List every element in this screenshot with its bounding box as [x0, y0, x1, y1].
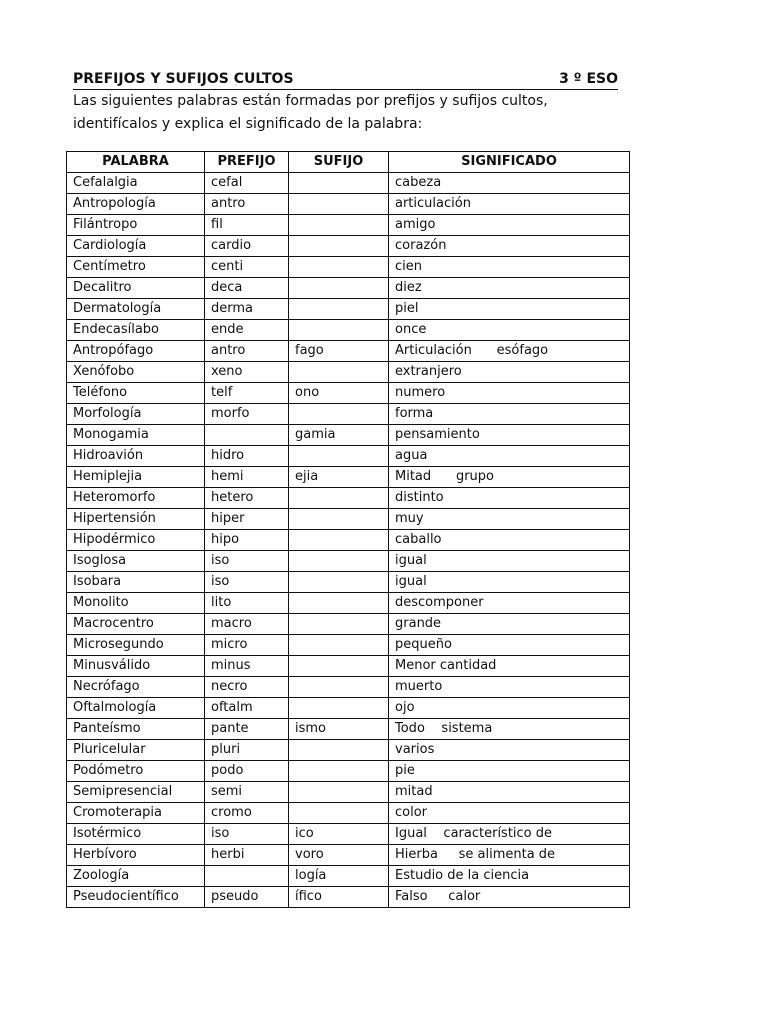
palabra-cell: Panteísmo: [67, 719, 205, 740]
sufijo-cell: [289, 278, 389, 299]
table-row: [67, 740, 630, 761]
sufijo-cell: [289, 677, 389, 698]
sufijo-cell: ífico: [289, 887, 389, 908]
sufijo-cell: [289, 551, 389, 572]
significado-cell: caballo: [389, 530, 630, 551]
prefijo-cell: minus: [205, 656, 289, 677]
palabra-cell: Antropología: [67, 194, 205, 215]
significado-cell: igual: [389, 572, 630, 593]
palabra-cell: Microsegundo: [67, 635, 205, 656]
instructions-line-2: identifícalos y explica el significado de la palabra:: [73, 116, 423, 132]
table-row: [67, 803, 630, 824]
sufijo-cell: gamia: [289, 425, 389, 446]
significado-cell: descomponer: [389, 593, 630, 614]
palabra-cell: Hipodérmico: [67, 530, 205, 551]
significado-cell: numero: [389, 383, 630, 404]
table-row: [67, 509, 630, 530]
prefijo-cell: lito: [205, 593, 289, 614]
significado-cell: grande: [389, 614, 630, 635]
prefijo-cell: cromo: [205, 803, 289, 824]
prefijo-cell: morfo: [205, 404, 289, 425]
prefijo-cell: oftalm: [205, 698, 289, 719]
palabra-cell: Isobara: [67, 572, 205, 593]
sufijo-cell: [289, 530, 389, 551]
prefijo-cell: antro: [205, 341, 289, 362]
significado-cell: varios: [389, 740, 630, 761]
palabra-cell: Isoglosa: [67, 551, 205, 572]
significado-cell: ojo: [389, 698, 630, 719]
significado-cell: muy: [389, 509, 630, 530]
instructions-line-1: Las siguientes palabras están formadas por prefijos y sufijos cultos,: [73, 93, 548, 109]
table-row: [67, 719, 630, 740]
instructions: [73, 90, 633, 136]
column-header-significado: SIGNIFICADO: [389, 152, 630, 173]
table-row: [67, 320, 630, 341]
palabra-cell: Endecasílabo: [67, 320, 205, 341]
palabra-cell: Pluricelular: [67, 740, 205, 761]
significado-cell: Estudio de la ciencia: [389, 866, 630, 887]
palabra-cell: Herbívoro: [67, 845, 205, 866]
significado-cell: Hierba se alimenta de: [389, 845, 630, 866]
palabra-cell: Centímetro: [67, 257, 205, 278]
sufijo-cell: [289, 572, 389, 593]
palabra-cell: Isotérmico: [67, 824, 205, 845]
prefijo-cell: [205, 866, 289, 887]
sufijo-cell: [289, 320, 389, 341]
significado-cell: amigo: [389, 215, 630, 236]
palabra-cell: Podómetro: [67, 761, 205, 782]
table-row: [67, 278, 630, 299]
prefijo-cell: pluri: [205, 740, 289, 761]
sufijo-cell: [289, 215, 389, 236]
table-row: [67, 656, 630, 677]
palabra-cell: Dermatología: [67, 299, 205, 320]
prefijo-cell: podo: [205, 761, 289, 782]
palabra-cell: Pseudocientífico: [67, 887, 205, 908]
prefijo-cell: hemi: [205, 467, 289, 488]
prefijo-cell: hidro: [205, 446, 289, 467]
sufijo-cell: ejia: [289, 467, 389, 488]
table-row: [67, 635, 630, 656]
sufijo-cell: [289, 782, 389, 803]
sufijo-cell: [289, 740, 389, 761]
sufijo-cell: [289, 362, 389, 383]
prefijo-cell: herbi: [205, 845, 289, 866]
palabra-cell: Heteromorfo: [67, 488, 205, 509]
sufijo-cell: [289, 257, 389, 278]
palabra-cell: Monolito: [67, 593, 205, 614]
palabra-cell: Necrófago: [67, 677, 205, 698]
table-header-row: [67, 152, 630, 173]
prefijo-cell: derma: [205, 299, 289, 320]
table-row: [67, 782, 630, 803]
sufijo-cell: logía: [289, 866, 389, 887]
sufijo-cell: voro: [289, 845, 389, 866]
prefijo-cell: ende: [205, 320, 289, 341]
palabra-cell: Oftalmología: [67, 698, 205, 719]
sufijo-cell: ismo: [289, 719, 389, 740]
table-row: [67, 215, 630, 236]
prefijo-cell: macro: [205, 614, 289, 635]
prefijo-cell: iso: [205, 551, 289, 572]
sufijo-cell: [289, 803, 389, 824]
significado-cell: once: [389, 320, 630, 341]
sufijo-cell: [289, 614, 389, 635]
significado-cell: agua: [389, 446, 630, 467]
prefijo-cell: cefal: [205, 173, 289, 194]
palabra-cell: Macrocentro: [67, 614, 205, 635]
significado-cell: corazón: [389, 236, 630, 257]
prefijo-cell: hipo: [205, 530, 289, 551]
palabra-cell: Semipresencial: [67, 782, 205, 803]
sufijo-cell: ono: [289, 383, 389, 404]
table-row: [67, 173, 630, 194]
table-row: [67, 194, 630, 215]
palabra-cell: Hipertensión: [67, 509, 205, 530]
table-row: [67, 845, 630, 866]
table-body: [67, 173, 630, 908]
document-heading: [73, 70, 618, 90]
table-row: [67, 362, 630, 383]
sufijo-cell: [289, 509, 389, 530]
table-row: [67, 467, 630, 488]
table-row: [67, 404, 630, 425]
significado-cell: muerto: [389, 677, 630, 698]
significado-cell: cien: [389, 257, 630, 278]
palabra-cell: Cefalalgia: [67, 173, 205, 194]
sufijo-cell: [289, 446, 389, 467]
sufijo-cell: [289, 194, 389, 215]
sufijo-cell: [289, 656, 389, 677]
prefijo-cell: centi: [205, 257, 289, 278]
table-row: [67, 530, 630, 551]
palabra-cell: Zoología: [67, 866, 205, 887]
table-row: [67, 425, 630, 446]
palabra-cell: Morfología: [67, 404, 205, 425]
table-row: [67, 677, 630, 698]
prefijo-cell: semi: [205, 782, 289, 803]
prefijo-cell: antro: [205, 194, 289, 215]
column-header-palabra: PALABRA: [67, 152, 205, 173]
significado-cell: mitad: [389, 782, 630, 803]
table-row: [67, 887, 630, 908]
palabra-cell: Xenófobo: [67, 362, 205, 383]
prefijo-cell: deca: [205, 278, 289, 299]
document-title: PREFIJOS Y SUFIJOS CULTOS: [73, 71, 294, 87]
significado-cell: articulación: [389, 194, 630, 215]
table-row: [67, 824, 630, 845]
sufijo-cell: [289, 173, 389, 194]
column-header-sufijo: SUFIJO: [289, 152, 389, 173]
sufijo-cell: fago: [289, 341, 389, 362]
prefijo-cell: hetero: [205, 488, 289, 509]
palabra-cell: Teléfono: [67, 383, 205, 404]
significado-cell: extranjero: [389, 362, 630, 383]
prefijo-cell: [205, 425, 289, 446]
prefijo-cell: micro: [205, 635, 289, 656]
table-row: [67, 236, 630, 257]
prefijo-cell: hiper: [205, 509, 289, 530]
significado-cell: forma: [389, 404, 630, 425]
table-row: [67, 866, 630, 887]
significado-cell: igual: [389, 551, 630, 572]
palabra-cell: Monogamia: [67, 425, 205, 446]
significado-cell: pequeño: [389, 635, 630, 656]
table-row: [67, 299, 630, 320]
palabra-cell: Antropófago: [67, 341, 205, 362]
sufijo-cell: [289, 299, 389, 320]
significado-cell: Falso calor: [389, 887, 630, 908]
significado-cell: diez: [389, 278, 630, 299]
table-row: [67, 593, 630, 614]
prefijo-cell: iso: [205, 824, 289, 845]
sufijo-cell: [289, 761, 389, 782]
table-row: [67, 698, 630, 719]
significado-cell: Todo sistema: [389, 719, 630, 740]
table-row: [67, 614, 630, 635]
prefijo-cell: telf: [205, 383, 289, 404]
significado-cell: Menor cantidad: [389, 656, 630, 677]
prefijo-cell: pante: [205, 719, 289, 740]
table-row: [67, 341, 630, 362]
significado-cell: pensamiento: [389, 425, 630, 446]
palabra-cell: Cromoterapia: [67, 803, 205, 824]
prefijo-cell: cardio: [205, 236, 289, 257]
prefijo-cell: pseudo: [205, 887, 289, 908]
significado-cell: Igual característico de: [389, 824, 630, 845]
prefijo-cell: iso: [205, 572, 289, 593]
sufijo-cell: [289, 488, 389, 509]
table-row: [67, 572, 630, 593]
course-label: 3 º ESO: [559, 71, 618, 87]
significado-cell: Articulación esófago: [389, 341, 630, 362]
significado-cell: cabeza: [389, 173, 630, 194]
table-row: [67, 488, 630, 509]
sufijo-cell: [289, 635, 389, 656]
sufijo-cell: [289, 404, 389, 425]
palabra-cell: Cardiología: [67, 236, 205, 257]
table-row: [67, 383, 630, 404]
palabra-cell: Filántropo: [67, 215, 205, 236]
column-header-prefijo: PREFIJO: [205, 152, 289, 173]
sufijo-cell: [289, 236, 389, 257]
significado-cell: piel: [389, 299, 630, 320]
sufijo-cell: [289, 593, 389, 614]
table-row: [67, 761, 630, 782]
significado-cell: Mitad grupo: [389, 467, 630, 488]
significado-cell: color: [389, 803, 630, 824]
table-row: [67, 551, 630, 572]
vocabulary-table: [66, 151, 630, 908]
prefijo-cell: xeno: [205, 362, 289, 383]
sufijo-cell: [289, 698, 389, 719]
sufijo-cell: ico: [289, 824, 389, 845]
palabra-cell: Hemiplejia: [67, 467, 205, 488]
significado-cell: pie: [389, 761, 630, 782]
palabra-cell: Hidroavión: [67, 446, 205, 467]
palabra-cell: Minusválido: [67, 656, 205, 677]
palabra-cell: Decalitro: [67, 278, 205, 299]
table-row: [67, 446, 630, 467]
table-row: [67, 257, 630, 278]
significado-cell: distinto: [389, 488, 630, 509]
prefijo-cell: fil: [205, 215, 289, 236]
prefijo-cell: necro: [205, 677, 289, 698]
